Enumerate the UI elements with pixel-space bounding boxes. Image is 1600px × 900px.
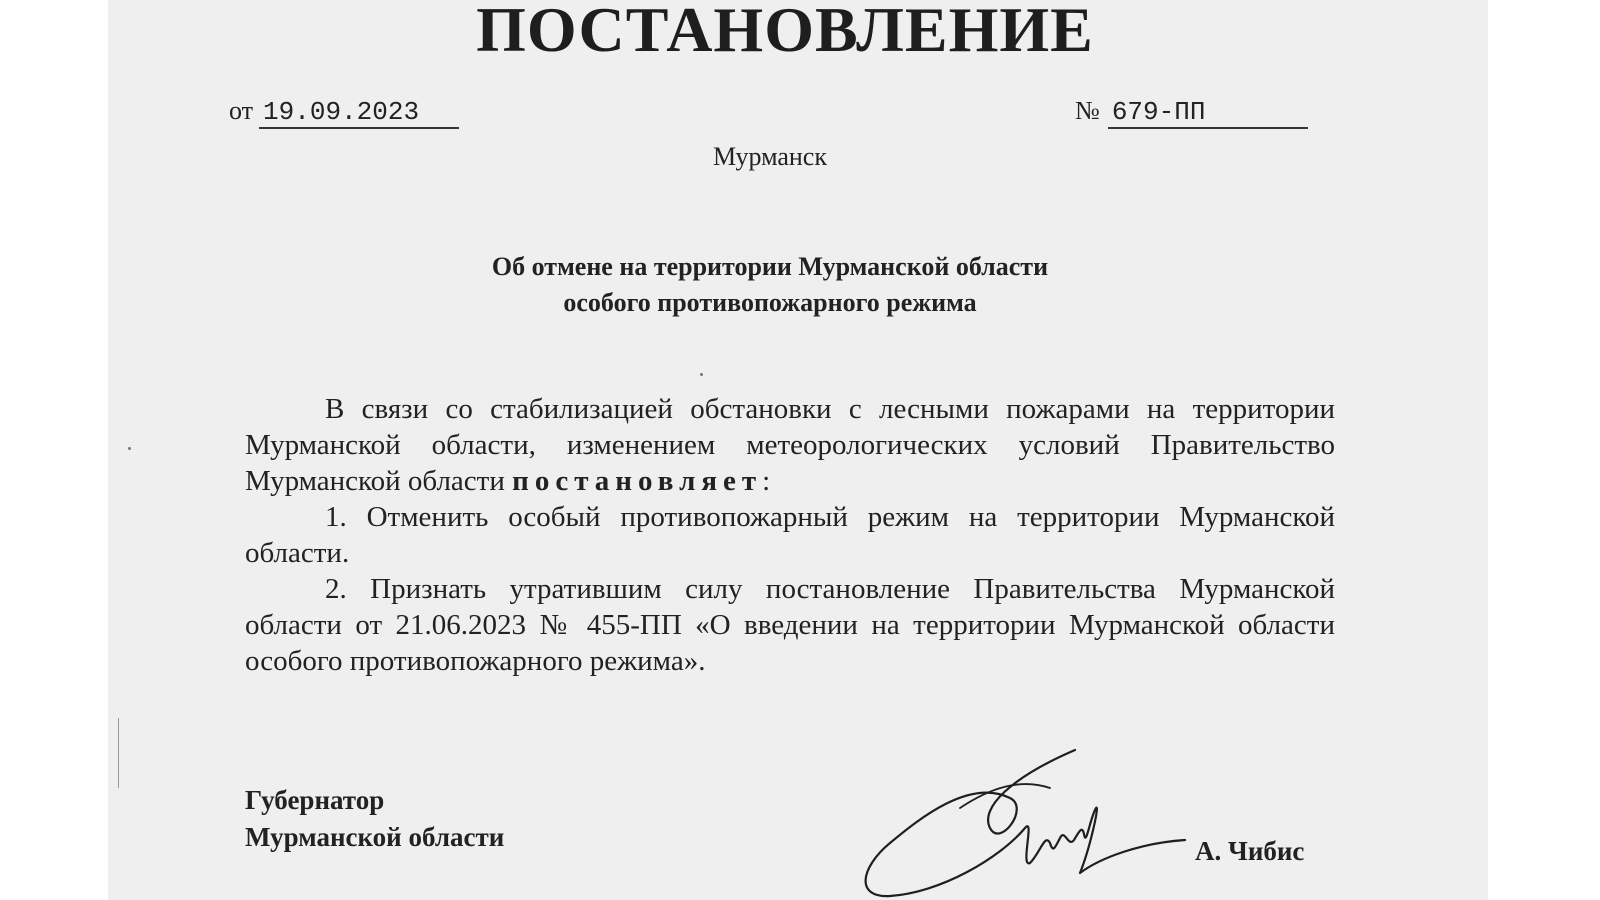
resolution-item-1: 1. Отменить особый противопожарный режим на территории Мурманской области.: [245, 501, 1335, 569]
scan-speck: [128, 447, 131, 450]
date-prefix: от: [229, 96, 254, 125]
subject-line: Об отмене на территории Мурманской области: [491, 252, 1049, 281]
scan-margin-line: [118, 718, 119, 788]
resolution-item-2: 2. Признать утратившим силу постановление Правительства Мурманской области от 21.06.2023 № 455-ПП «О введении на территории Мурманской области особого противопожарного режима».: [245, 573, 1335, 677]
signatory-position-line: Губернатор: [245, 785, 385, 815]
document-number: 679-ПП: [1108, 97, 1308, 129]
document-date: 19.09.2023: [259, 97, 459, 129]
preamble-paragraph: [245, 391, 1335, 499]
document-subject: [0, 249, 1540, 321]
subject-line: особого противопожарного режима: [563, 288, 977, 317]
scan-speck: [700, 373, 703, 376]
number-prefix: №: [1075, 96, 1100, 125]
preamble-text: В связи со стабилизацией обстановки с лесными пожарами на территории Мурманской области, изменением метеорологических условий Правительство Мурманской области: [245, 393, 1335, 497]
document-body: [245, 391, 1335, 679]
signatory-position: [245, 782, 504, 856]
document-title: ПОСТАНОВЛЕНИЕ: [476, 0, 1094, 65]
handwritten-signature: [860, 748, 1190, 900]
preamble-end: :: [762, 465, 771, 497]
signatory-position-line: Мурманской области: [245, 822, 505, 852]
preamble-keyword: постановляет: [512, 465, 763, 497]
document-date-line: [229, 96, 459, 129]
signatory-name: А. Чибис: [1195, 836, 1305, 866]
document-city: Мурманск: [713, 142, 827, 171]
document-number-line: [1075, 96, 1308, 129]
